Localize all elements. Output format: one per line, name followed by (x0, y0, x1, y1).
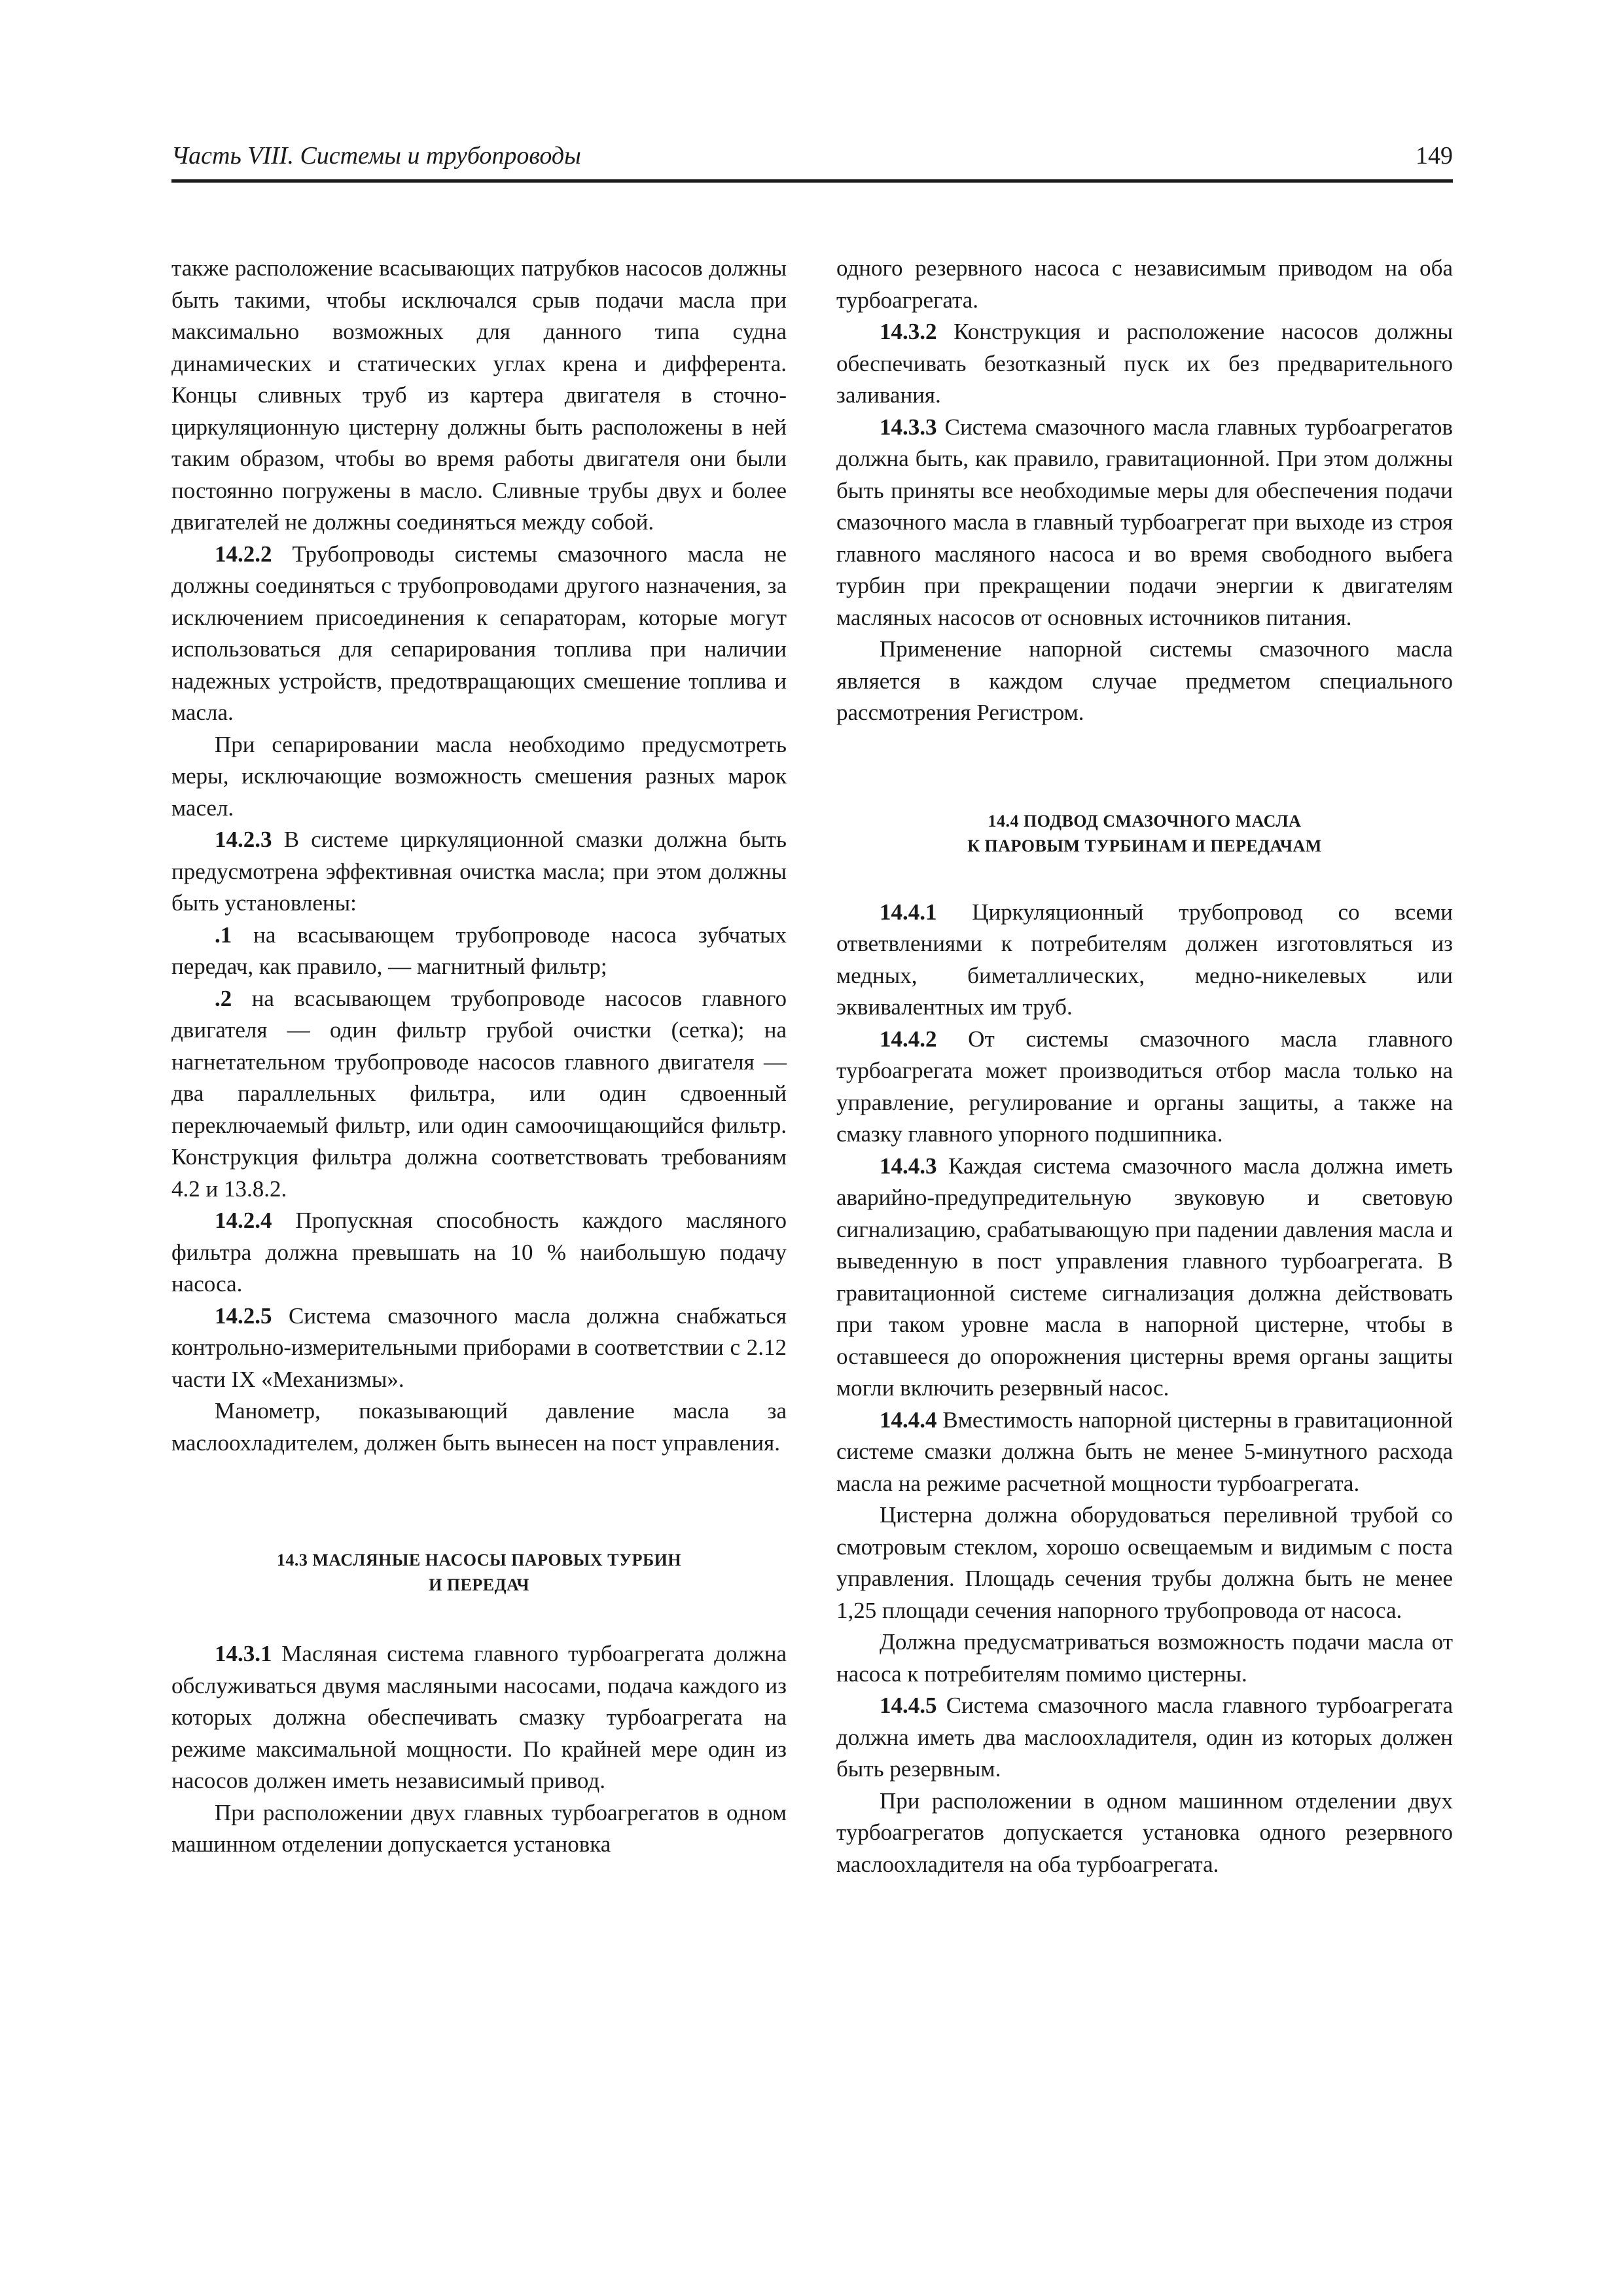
paragraph: Цистерна должна оборудоваться переливной трубой со смотровым стеклом, хорошо освещаемым и видимым с поста управления. Площадь сечения трубы должна быть не менее 1,25 площади сечения напорного трубопровода от насоса. (836, 1502, 1453, 1623)
clause-text: Система смазочного масла главного турбоагрегата должна иметь два маслоохладителя, один из которых должен быть резервным. (836, 1693, 1454, 1782)
clause-number: 14.4.4 (880, 1407, 937, 1433)
clause-14-3-3 (836, 412, 1453, 634)
clause-14-2-2 (171, 539, 787, 729)
item-text: на всасывающем трубопроводе насосов главного двигателя — один фильтр грубой очистки (сетка); на нагнетательном трубопроводе насосов главного двигателя — два параллельных фильтра, или один сдвоенный переключаемый фильтр, или один самоочищающийся фильтр. Конструкция фильтра должна соответствовать требованиям 4.2 и 13.8.2. (171, 985, 787, 1202)
clause-14-2-4 (171, 1205, 787, 1300)
paragraph: При расположении в одном машинном отделении двух турбоагрегатов допускается установка одного резервного маслоохладителя на оба турбоагрегата. (836, 1787, 1453, 1877)
clause-14-2-3 (171, 824, 787, 920)
left-column (171, 253, 787, 1861)
page-number: 149 (1416, 142, 1453, 170)
clause-text: Каждая система смазочного масла должна иметь аварийно-предупредительную звуковую и световую сигнализацию, срабатывающую при падении давления масла и выведенную в пост управления главного турбоагрегата. В гравитационной системе сигнализация должна действовать при таком уровне масла в напорной цистерне, чтобы в оставшееся до опорожнения цистерны время органы защиты могли включить резервный насос. (836, 1153, 1454, 1401)
item-text: на всасывающем трубопроводе насоса зубчатых передач, как правило, — магнитный фильтр; (171, 922, 787, 979)
clause-text: От системы смазочного масла главного турбоагрегата может производиться отбор масла только на управление, регулирование и органы защиты, а также на смазку главного упорного подшипника. (836, 1026, 1453, 1147)
clause-14-4-4 (836, 1405, 1453, 1500)
clause-text: Система смазочного масла должна снабжаться контрольно-измерительными приборами в соответствии с 2.12 части IX «Механизмы». (171, 1302, 787, 1392)
clause-14-2-5 (171, 1300, 787, 1396)
section-heading-line: К ПАРОВЫМ ТУРБИНАМ И ПЕРЕДАЧАМ (967, 836, 1322, 855)
paragraph: При сепарировании масла необходимо предусмотреть меры, исключающие возможность смешения разных марок масел. (171, 731, 787, 821)
clause-number: 14.2.2 (215, 541, 272, 567)
section-heading-14-4 (836, 809, 1453, 859)
clause-text: Циркуляционный трубопровод со всеми ответвлениями к потребителям должен изготовляться из медных, биметаллических, медно-никелевых или эквивалентных им труб. (836, 899, 1453, 1020)
paragraph: Манометр, показывающий давление масла за маслоохладителем, должен быть вынесен на пост управления. (171, 1398, 787, 1456)
section-heading-line: 14.3 МАСЛЯНЫЕ НАСОСЫ ПАРОВЫХ ТУРБИН (276, 1551, 682, 1570)
right-column (836, 253, 1453, 1880)
item-number: .2 (215, 985, 232, 1011)
list-item-1 (171, 920, 787, 983)
clause-number: 14.3.2 (880, 319, 937, 344)
clause-number: 14.3.3 (880, 414, 937, 440)
clause-14-4-3 (836, 1151, 1453, 1405)
clause-number: 14.3.1 (215, 1641, 272, 1666)
clause-14-4-2 (836, 1024, 1453, 1151)
clause-text: Система смазочного масла главных турбоагрегатов должна быть, как правило, гравитационной. При этом должны быть приняты все необходимые меры для обеспечения подачи смазочного масла в главный турбоагрегат при выходе из строя главного масляного насоса и во время свободного выбега турбин при прекращении подачи энергии к двигателям масляных насосов от основных источников питания. (836, 414, 1453, 630)
paragraph: одного резервного насоса с независимым приводом на оба турбоагрегата. (836, 255, 1453, 313)
section-heading-line: И ПЕРЕДАЧ (429, 1575, 529, 1594)
paragraph: также расположение всасывающих патрубков насосов должны быть такими, чтобы исключался срыв подачи масла при максимально возможных для данного типа судна динамических и статических углах крена и дифферента. Концы сливных труб из картера двигателя в сточно-циркуляционную цистерну должны быть расположены в ней таким образом, чтобы во время работы двигателя они были постоянно погружены в масло. Сливные трубы двух и более двигателей не должны соединяться между собой. (171, 255, 787, 535)
item-number: .1 (215, 922, 232, 948)
running-header (171, 139, 1453, 183)
section-heading-14-3 (171, 1548, 787, 1598)
paragraph: Применение напорной системы смазочного масла является в каждом случае предметом специального рассмотрения Регистром. (836, 636, 1453, 725)
clause-number: 14.4.1 (880, 899, 937, 925)
clause-text: В системе циркуляционной смазки должна быть предусмотрена эффективная очистка масла; при этом должны быть установлены: (171, 827, 787, 916)
paragraph: Должна предусматриваться возможность подачи масла от насоса к потребителям помимо цистерны. (836, 1629, 1453, 1687)
section-heading-line: 14.4 ПОДВОД СМАЗОЧНОГО МАСЛА (988, 811, 1302, 831)
clause-text: Трубопроводы системы смазочного масла не должны соединяться с трубопроводами другого назначения, за исключением присоединения к сепараторам, которые могут использоваться для сепарирования топлива при наличии надежных устройств, предотвращающих смешение топлива и масла. (171, 541, 787, 725)
clause-14-4-5 (836, 1690, 1453, 1785)
paragraph: При расположении двух главных турбоагрегатов в одном машинном отделении допускается установка (171, 1799, 787, 1857)
clause-number: 14.2.4 (215, 1208, 272, 1233)
clause-number: 14.4.2 (880, 1026, 937, 1052)
clause-14-3-2 (836, 316, 1453, 412)
clause-text: Вместимость напорной цистерны в гравитационной системе смазки должна быть не менее 5-минутного расхода масла на режиме расчетной мощности турбоагрегата. (836, 1407, 1454, 1496)
clause-14-4-1 (836, 897, 1453, 1024)
clause-number: 14.4.5 (880, 1693, 937, 1718)
list-item-2 (171, 983, 787, 1206)
header-title: Часть VIII. Системы и трубопроводы (171, 142, 581, 170)
clause-number: 14.2.3 (215, 827, 272, 852)
clause-text: Конструкция и расположение насосов должны обеспечивать безотказный пуск их без предварительного заливания. (836, 319, 1454, 408)
clause-text: Пропускная способность каждого масляного фильтра должна превышать на 10 % наибольшую подачу насоса. (171, 1208, 787, 1297)
clause-number: 14.2.5 (215, 1302, 272, 1329)
clause-number: 14.4.3 (880, 1153, 937, 1179)
clause-text: Масляная система главного турбоагрегата должна обслуживаться двумя масляными насосами, подача каждого из которых должна обеспечивать смазку турбоагрегата на режиме максимальной мощности. По крайней мере один из насосов должен иметь независимый привод. (171, 1641, 787, 1793)
clause-14-3-1 (171, 1638, 787, 1797)
